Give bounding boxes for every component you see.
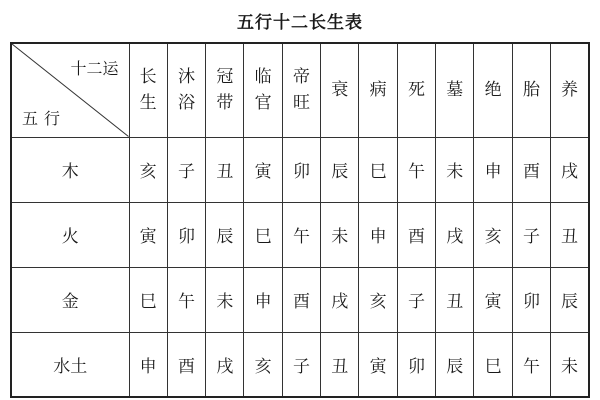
table-cell: 午 xyxy=(282,202,320,267)
table-cell: 巳 xyxy=(129,267,167,332)
table-cell: 戌 xyxy=(206,332,244,397)
table-row xyxy=(11,267,589,332)
table-cell: 辰 xyxy=(436,332,474,397)
table-title: 五行十二长生表 xyxy=(237,13,363,33)
table-cell: 酉 xyxy=(512,137,550,202)
row-header: 金 xyxy=(11,267,129,332)
table-cell: 寅 xyxy=(474,267,512,332)
table-cell: 寅 xyxy=(129,202,167,267)
row-header: 木 xyxy=(11,137,129,202)
table-cell: 亥 xyxy=(359,267,397,332)
table-cell: 戌 xyxy=(321,267,359,332)
corner-cell xyxy=(11,43,129,137)
table-cell: 子 xyxy=(397,267,435,332)
column-header: 沐浴 xyxy=(167,43,205,137)
column-header: 冠带 xyxy=(206,43,244,137)
table-cell: 申 xyxy=(129,332,167,397)
row-header: 水土 xyxy=(11,332,129,397)
table-cell: 辰 xyxy=(321,137,359,202)
table-cell: 巳 xyxy=(474,332,512,397)
table-cell: 寅 xyxy=(244,137,282,202)
table-row xyxy=(11,137,589,202)
table-cell: 子 xyxy=(167,137,205,202)
table-cell: 戌 xyxy=(551,137,589,202)
table-cell: 午 xyxy=(167,267,205,332)
table-cell: 丑 xyxy=(206,137,244,202)
table-cell: 巳 xyxy=(244,202,282,267)
table-cell: 酉 xyxy=(167,332,205,397)
table-cell: 未 xyxy=(551,332,589,397)
table-cell: 辰 xyxy=(206,202,244,267)
column-header: 墓 xyxy=(436,43,474,137)
column-header: 死 xyxy=(397,43,435,137)
table-cell: 卯 xyxy=(512,267,550,332)
corner-top-label: 十二运 xyxy=(70,59,119,78)
table-cell: 丑 xyxy=(551,202,589,267)
column-header: 病 xyxy=(359,43,397,137)
table-cell: 酉 xyxy=(397,202,435,267)
table-cell: 卯 xyxy=(282,137,320,202)
column-header: 衰 xyxy=(321,43,359,137)
table-cell: 戌 xyxy=(436,202,474,267)
column-header: 长生 xyxy=(129,43,167,137)
corner-bottom-label: 五行 xyxy=(22,108,67,128)
twelve-stages-table xyxy=(10,42,590,398)
column-header: 临官 xyxy=(244,43,282,137)
table-cell: 未 xyxy=(206,267,244,332)
table-row xyxy=(11,332,589,397)
header-row xyxy=(11,43,589,137)
table-row xyxy=(11,202,589,267)
table-cell: 寅 xyxy=(359,332,397,397)
table-cell: 巳 xyxy=(359,137,397,202)
table-cell: 亥 xyxy=(129,137,167,202)
column-header: 胎 xyxy=(512,43,550,137)
table-cell: 子 xyxy=(282,332,320,397)
table-cell: 午 xyxy=(397,137,435,202)
table-cell: 亥 xyxy=(244,332,282,397)
table-cell: 申 xyxy=(474,137,512,202)
table-cell: 申 xyxy=(244,267,282,332)
table-cell: 未 xyxy=(436,137,474,202)
table-cell: 丑 xyxy=(436,267,474,332)
table-cell: 丑 xyxy=(321,332,359,397)
table-cell: 卯 xyxy=(397,332,435,397)
table-cell: 亥 xyxy=(474,202,512,267)
table-cell: 未 xyxy=(321,202,359,267)
table-cell: 子 xyxy=(512,202,550,267)
table-cell: 卯 xyxy=(167,202,205,267)
row-header: 火 xyxy=(11,202,129,267)
column-header: 绝 xyxy=(474,43,512,137)
column-header: 帝旺 xyxy=(282,43,320,137)
column-header: 养 xyxy=(551,43,589,137)
table-cell: 午 xyxy=(512,332,550,397)
table-cell: 辰 xyxy=(551,267,589,332)
table-cell: 酉 xyxy=(282,267,320,332)
table-cell: 申 xyxy=(359,202,397,267)
